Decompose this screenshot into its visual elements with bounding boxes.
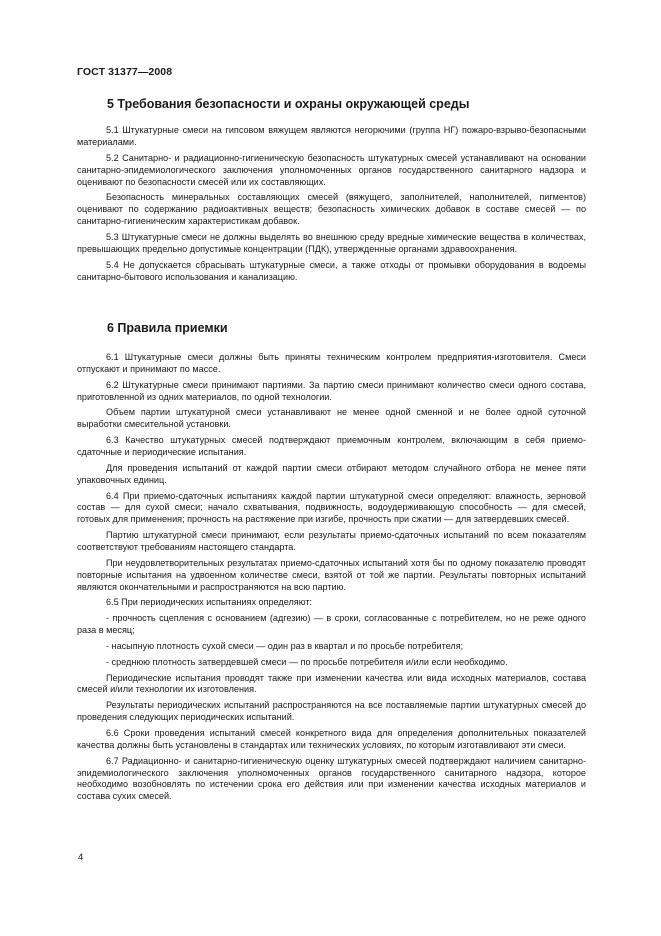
paragraph-6-4-retest: При неудовлетворительных результатах приемо-сдаточных испытаний хотя бы по одному показателю проводят повторные испытания на удвоенном количестве смеси, взятой от той же партии. Результаты повторных испытаний являются окончательными и распространяются на всю партию. xyxy=(77,557,586,592)
paragraph-6-3-sampling: Для проведения испытаний от каждой партии смеси отбирают методом случайного отбора не менее пяти упаковочных единиц. xyxy=(77,462,586,485)
section-5-body xyxy=(77,125,586,283)
paragraph-6-3: 6.3 Качество штукатурных смесей подтверждают приемочным контролем, включающим в себя приемо-сдаточные и периодические испытания. xyxy=(77,435,586,458)
paragraph-6-2-volume: Объем партии штукатурной смеси устанавливают не менее одной сменной и не более одной суточной выработки смесительной установки. xyxy=(77,407,586,430)
paragraph-6-4-acceptance: Партию штукатурной смеси принимают, если результаты приемо-сдаточных испытаний по всем показателям соответствуют требованиям настоящего стандарта. xyxy=(77,530,586,553)
paragraph-6-4: 6.4 При приемо-сдаточных испытаниях каждой партии штукатурной смеси определяют: влажность, зерновой состав — для сухой смеси; начало схватывания, подвижность, водоудерживающую способность — для смесей, готовых для применения; прочность на растяжение при изгибе, прочность при сжатии — для затвердевших смесей. xyxy=(77,490,586,525)
paragraph-6-5-results: Результаты периодических испытаний распространяются на все поставляемые партии штукатурных смесей до проведения следующих периодических испытаний. xyxy=(77,700,586,723)
section-6-title: 6 Правила приемки xyxy=(107,321,228,335)
paragraph-5-2-safety: Безопасность минеральных составляющих смесей (вяжущего, заполнителей, наполнителей, пигментов) оценивают по содержанию радиоактивных веществ; безопасность химических добавок в составе смесей — по санитарно-гигиеническим характеристикам добавок. xyxy=(77,192,586,227)
paragraph-5-1: 5.1 Штукатурные смеси на гипсовом вяжущем являются негорючими (группа НГ) пожаро-взрыво-безопасными материалами. xyxy=(77,125,586,147)
section-5-title: 5 Требования безопасности и охраны окружающей среды xyxy=(107,97,470,111)
page-number: 4 xyxy=(78,852,84,863)
paragraph-6-2: 6.2 Штукатурные смеси принимают партиями. За партию смеси принимают количество смеси одного состава, приготовленной из одних материалов, по одной технологии. xyxy=(77,379,586,402)
section-5 xyxy=(77,96,586,287)
paragraph-5-2: 5.2 Санитарно- и радиационно-гигиеническую безопасность штукатурных смесей устанавливают на основании санитарно-эпидемиологического заключения уполномоченных органов государственного санитарного надзора и оценивают по безопасности смесей или их составляющих. xyxy=(77,152,586,187)
paragraph-6-1: 6.1 Штукатурные смеси должны быть приняты техническим контролем предприятия-изготовителя. Смеси отпускают и принимают по массе. xyxy=(77,352,586,374)
section-6 xyxy=(77,320,586,807)
section-6-body xyxy=(77,352,586,803)
paragraph-6-5-periodic: Периодические испытания проводят также при изменении качества или вида исходных материалов, состава смесей и/или технологии их изготовления. xyxy=(77,672,586,695)
paragraph-5-4: 5.4 Не допускается сбрасывать штукатурные смеси, а также отходы от промывки оборудования в водоемы санитарно-бытового использования и канализацию. xyxy=(77,259,586,282)
list-item-average-density: - среднюю плотность затвердевшей смеси — по просьбе потребителя и/или если необходимо. xyxy=(106,656,508,667)
paragraph-6-7: 6.7 Радиационно- и санитарно-гигиеническую оценку штукатурных смесей подтверждают наличием санитарно-эпидемиологического заключения уполномоченных органов государственного санитарного надзора, которое необходимо возобновлять по истечении срока его действия или при изменении качества исходных материалов и состава сухих смесей. xyxy=(77,755,586,802)
list-item-adhesion: - прочность сцепления с основанием (адгезию) — в сроки, согласованные с потребителем, но не реже одного раза в месяц; xyxy=(77,613,586,636)
list-item-bulk-density: - насыпную плотность сухой смеси — один раз в квартал и по просьбе потребителя; xyxy=(106,640,464,651)
document-header: ГОСТ 31377—2008 xyxy=(77,66,173,78)
paragraph-6-6: 6.6 Сроки проведения испытаний смесей конкретного вида для определения дополнительных показателей качества должны быть установлены в стандартах или технических условиях, по которым изготавливают эти смеси. xyxy=(77,727,586,750)
paragraph-5-3: 5.3 Штукатурные смеси не должны выделять во внешнюю среду вредные химические вещества в количествах, превышающих предельно допустимые концентрации (ПДК), утвержденные органами здравоохранения. xyxy=(77,231,586,254)
paragraph-6-5: 6.5 При периодических испытаниях определяют: xyxy=(106,597,313,608)
